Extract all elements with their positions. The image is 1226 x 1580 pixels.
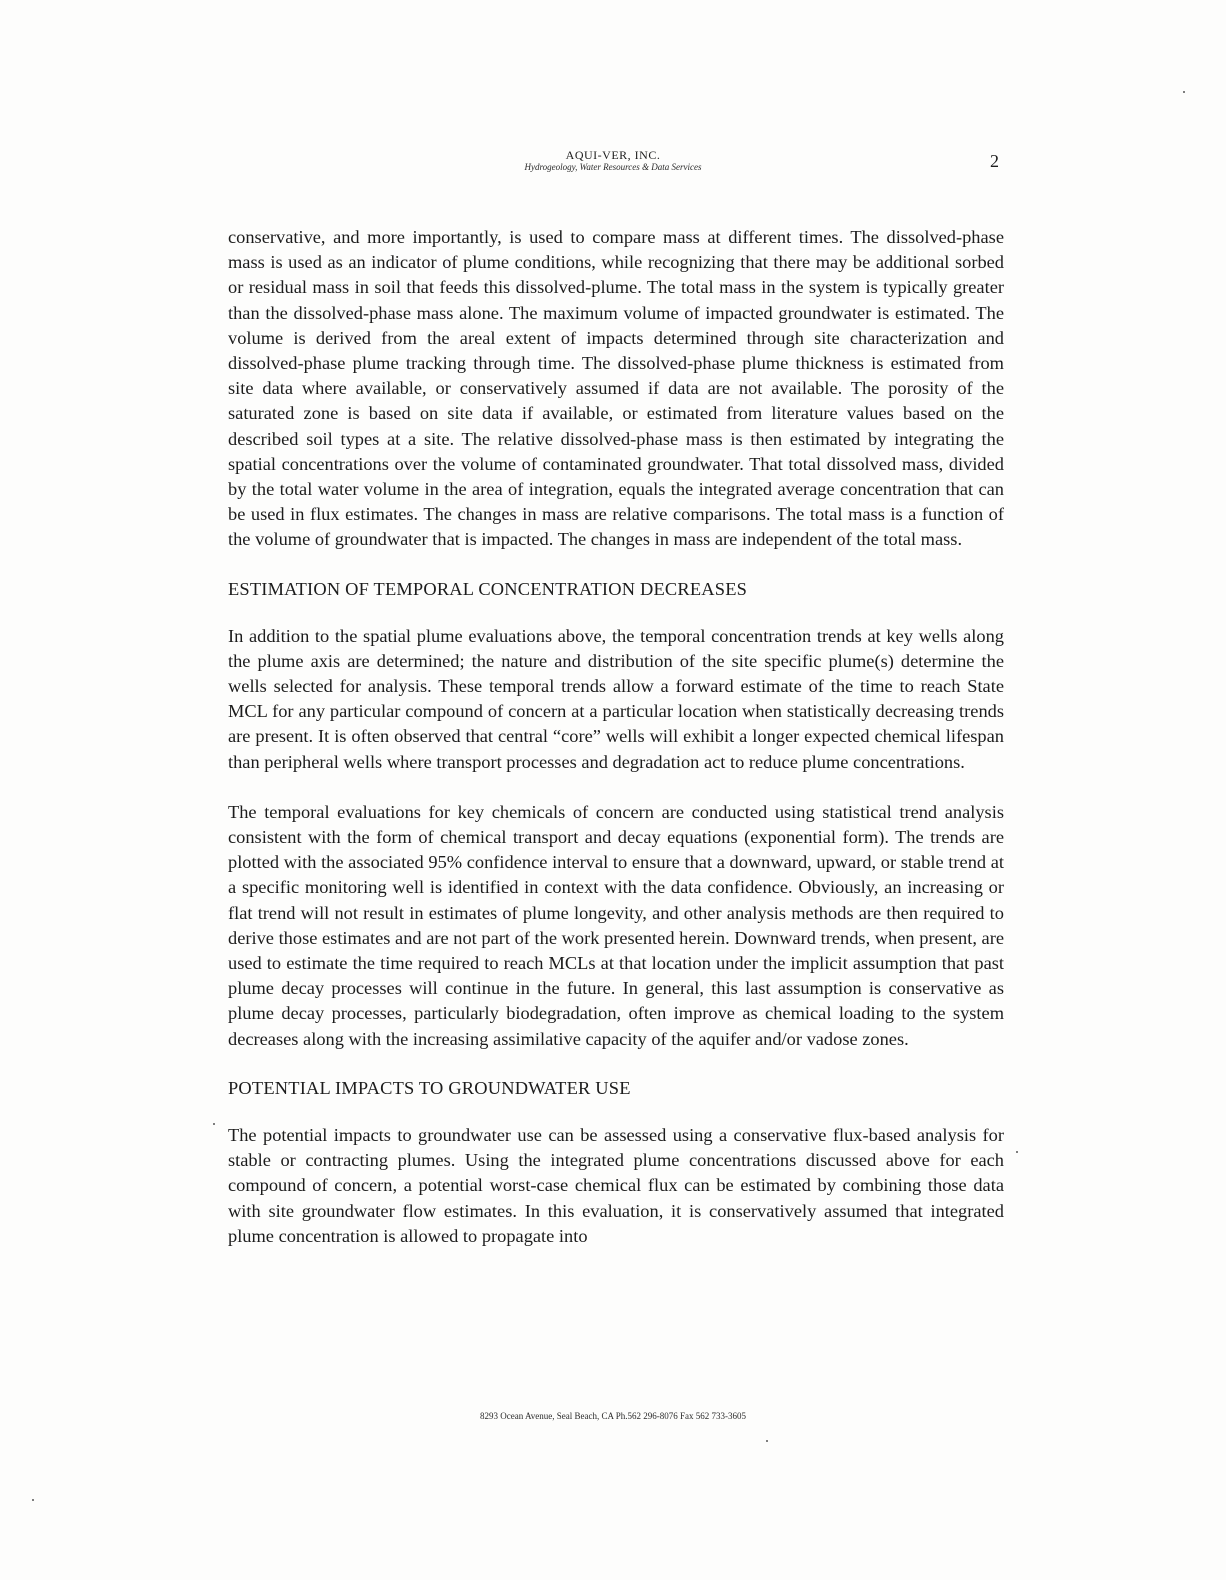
- page-number: 2: [990, 151, 999, 171]
- section-heading-groundwater-use: POTENTIAL IMPACTS TO GROUNDWATER USE: [228, 1077, 631, 1098]
- footer-address: 8293 Ocean Avenue, Seal Beach, CA Ph.562 296-8076 Fax 562 733-3605: [479, 1411, 747, 1421]
- company-tagline: Hydrogeology, Water Resources & Data Services: [524, 162, 702, 172]
- paragraph-potential-impacts: The potential impacts to groundwater use can be assessed using a conservative flux-based analysis for stable or contracting plumes. Using the integrated plume concentrations discussed above for each compound of concern, a potential worst-case chemical flux can be estimated by combining those data with site groundwater flow estimates. In this evaluation, it is conservatively assumed that integrated plume concentration is allowed to propagate into: [228, 1124, 1004, 1246]
- scan-speck: [32, 1499, 34, 1501]
- paragraph-mass-estimation: conservative, and more importantly, is used to compare mass at different times. The dissolved-phase mass is used as an indicator of plume conditions, while recognizing that there may be additional sorbed or residual mass in soil that feeds this dissolved-plume. The total mass in the system is typically greater than the dissolved-phase mass alone. The maximum volume of impacted groundwater is estimated. The volume is derived from the areal extent of impacts determined through site characterization and dissolved-phase plume tracking through time. The dissolved-phase plume thickness is estimated from site data where available, or conservatively assumed if data are not available. The porosity of the saturated zone is based on site data if available, or estimated from literature values based on the described soil types at a site. The relative dissolved-phase mass is then estimated by integrating the spatial concentrations over the volume of contaminated groundwater. That total dissolved mass, divided by the total water volume in the area of integration, equals the integrated average concentration that can be used in flux estimates. The changes in mass are relative comparisons. The total mass is a function of the volume of groundwater that is impacted. The changes in mass are independent of the total mass.: [228, 227, 1004, 550]
- document-body: [228, 225, 1004, 1249]
- section-heading-temporal-decreases: ESTIMATION OF TEMPORAL CONCENTRATION DECREASES: [228, 578, 748, 599]
- scan-speck: [1183, 91, 1185, 93]
- scan-speck: [766, 1440, 768, 1442]
- scan-speck: [1016, 1151, 1018, 1153]
- letterhead: [0, 148, 1226, 173]
- paragraph-temporal-trends: In addition to the spatial plume evaluations above, the temporal concentration trends at key wells along the plume axis are determined; the nature and distribution of the site specific plume(s) determine the wells selected for analysis. These temporal trends allow a forward estimate of the time to reach State MCL for any particular compound of concern at a particular location when statistically decreasing trends are present. It is often observed that central “core” wells will exhibit a longer expected chemical lifespan than peripheral wells where transport processes and degradation act to reduce plume concentrations.: [228, 625, 1004, 772]
- scan-speck: [213, 1123, 215, 1125]
- company-name: AQUI-VER, INC.: [565, 148, 661, 162]
- paragraph-temporal-evaluations: The temporal evaluations for key chemicals of concern are conducted using statistical trend analysis consistent with the form of chemical transport and decay equations (exponential form). The trends are plotted with the associated 95% confidence interval to ensure that a downward, upward, or stable trend at a specific monitoring well is identified in context with the data confidence. Obviously, an increasing or flat trend will not result in estimates of plume longevity, and other analysis methods are then required to derive those estimates and are not part of the work presented herein. Downward trends, when present, are used to estimate the time required to reach MCLs at that location under the implicit assumption that past plume decay processes will continue in the future. In general, this last assumption is conservative as plume decay processes, particularly biodegradation, often improve as chemical loading to the system decreases along with the increasing assimilative capacity of the aquifer and/or vadose zones.: [228, 801, 1004, 1049]
